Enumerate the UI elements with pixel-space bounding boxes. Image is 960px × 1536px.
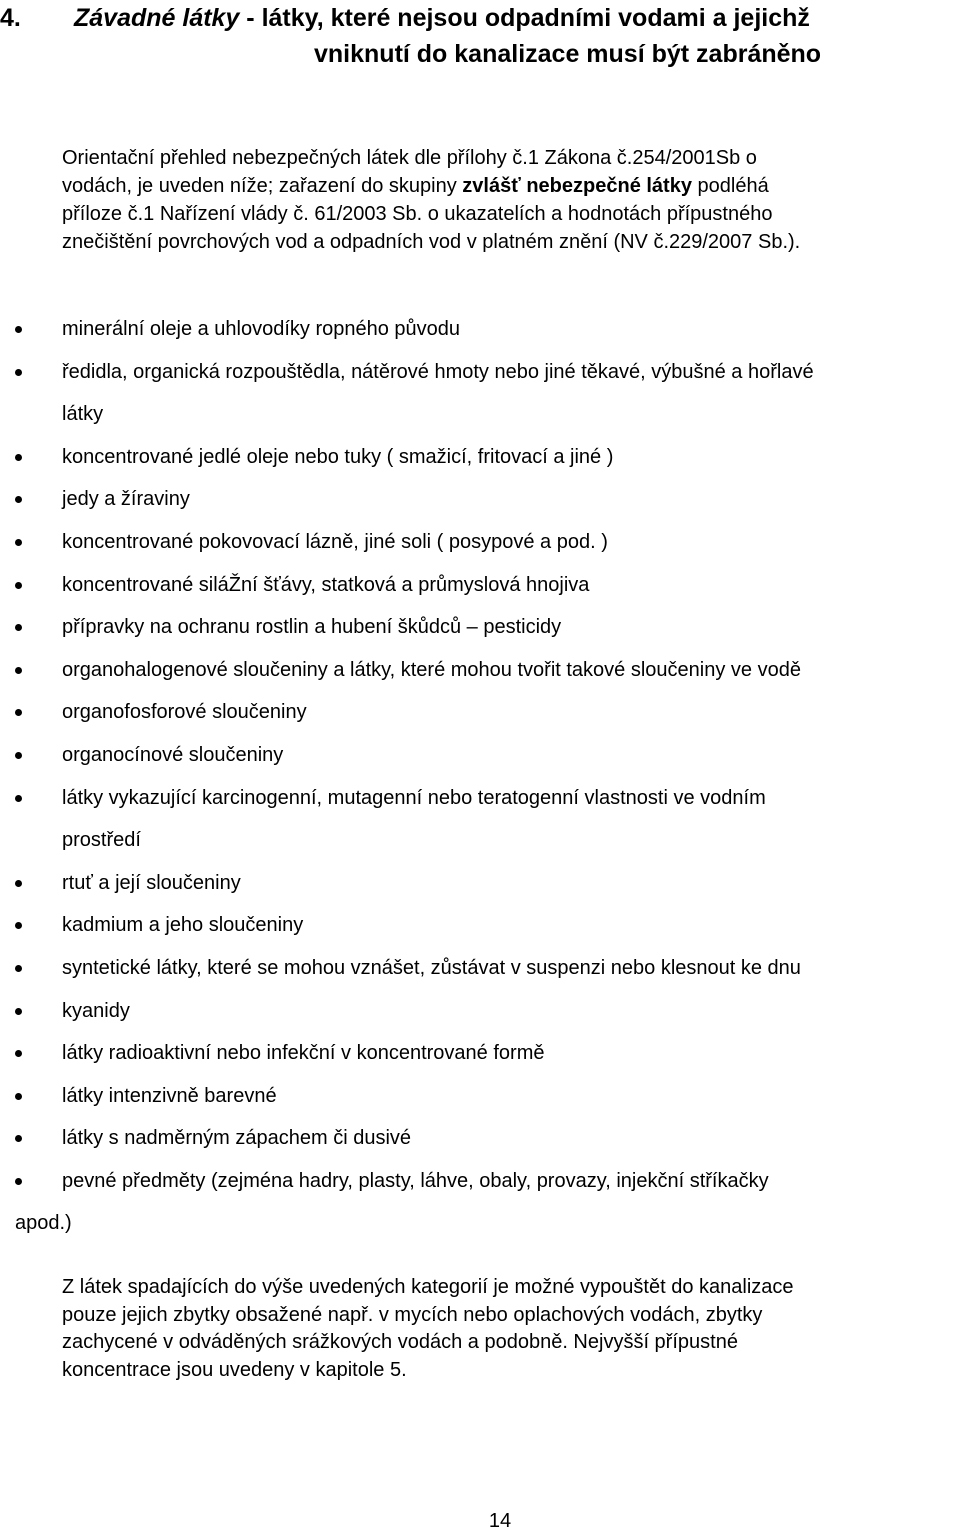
list-item [0,521,960,564]
list-item-text: koncentrované siláŽní šťávy, statková a průmyslová hnojiva [62,573,590,596]
closing-line: koncentrace jsou uvedeny v kapitole 5. [62,1358,407,1381]
substance-list [0,308,960,1245]
bullet-icon [15,624,22,631]
list-item-text: pevné předměty (zejména hadry, plasty, láhve, obaly, provazy, injekční stříkačky [62,1169,769,1192]
bullet-icon [15,965,22,972]
closing-line: pouze jejich zbytky obsažené např. v mycích nebo oplachových vodách, zbytky [62,1303,763,1326]
bullet-icon [15,709,22,716]
list-item-text: koncentrované pokovovací lázně, jiné soli ( posypové a pod. ) [62,530,608,553]
list-item-text: látky radioaktivní nebo infekční v koncentrované formě [62,1042,545,1065]
bullet-icon [15,582,22,589]
bullet-icon [15,667,22,674]
list-item-text: ředidla, organická rozpouštědla, nátěrové hmoty nebo jiné těkavé, výbušné a hořlavé [62,360,814,383]
list-item-text: organohalogenové sloučeniny a látky, které mohou tvořit takové sloučeniny ve vodě [62,658,801,681]
list-item [0,649,960,692]
bullet-icon [15,539,22,546]
list-item-text: koncentrované jedlé oleje nebo tuky ( smažicí, fritovací a jiné ) [62,445,614,468]
list-item [0,990,960,1033]
intro-line: Orientační přehled nebezpečných látek dle přílohy č.1 Zákona č.254/2001Sb o [62,147,757,169]
list-item-continuation: apod.) [15,1212,72,1235]
list-item-text: jedy a žíraviny [62,488,190,511]
bullet-icon [15,922,22,929]
list-item [0,1075,960,1118]
list-item-text: látky s nadměrným zápachem či dusivé [62,1127,412,1150]
list-item-text: organocínové sloučeniny [62,743,284,766]
list-item [0,478,960,521]
bullet-icon [15,326,22,333]
list-item [0,862,960,905]
bullet-icon [15,752,22,759]
intro-emphasis: zvlášť nebezpečné látky [462,175,692,197]
intro-line: příloze č.1 Nařízení vlády č. 61/2003 Sb. o ukazatelích a hodnotách přípustného [62,203,773,225]
section-title-term: Závadné látky [74,4,240,32]
list-item-continuation: látky [62,403,104,426]
bullet-icon [15,1178,22,1185]
section-title-line-1 [74,1,810,35]
list-item-text: látky intenzivně barevné [62,1084,277,1107]
list-item [0,1117,960,1160]
list-item-text: rtuť a její sloučeniny [62,871,241,894]
section-title-rest: - látky, které nejsou odpadními vodami a jejichž [239,4,810,32]
list-item [0,1160,960,1245]
list-item [0,564,960,607]
intro-text: vodách, je uveden níže; zařazení do skupiny [62,175,463,197]
list-item-text: syntetické látky, které se mohou vznášet, zůstávat v suspenzi nebo klesnout ke dnu [62,956,801,979]
list-item [0,308,960,351]
bullet-icon [15,1093,22,1100]
bullet-icon [15,1008,22,1015]
bullet-icon [15,795,22,802]
list-item [0,436,960,479]
section-number: 4. [0,4,21,32]
list-item-text: organofosforové sloučeniny [62,701,307,724]
list-item-text: přípravky na ochranu rostlin a hubení škůdců – pesticidy [62,616,562,639]
page-number: 14 [488,1510,512,1532]
list-item [0,351,960,436]
bullet-icon [15,880,22,887]
list-item-text: látky vykazující karcinogenní, mutagenní nebo teratogenní vlastnosti ve vodním [62,786,766,809]
list-item [0,606,960,649]
bullet-icon [15,496,22,503]
bullet-icon [15,1135,22,1142]
bullet-icon [15,454,22,461]
list-item-continuation: prostředí [62,829,141,852]
intro-paragraph [62,144,942,256]
list-item-text: kadmium a jeho sloučeniny [62,914,304,937]
closing-line: Z látek spadajících do výše uvedených kategorií je možné vypouštět do kanalizace [62,1276,794,1298]
list-item [0,1032,960,1075]
list-item-text: minerální oleje a uhlovodíky ropného původu [62,318,461,340]
list-item [0,777,960,862]
list-item [0,734,960,777]
bullet-icon [15,1050,22,1057]
intro-text: podléhá [691,175,769,197]
closing-paragraph [62,1274,942,1384]
bullet-icon [15,369,22,376]
section-title-line-2: vniknutí do kanalizace musí být zabráněno [314,40,822,68]
list-item-text: kyanidy [62,999,130,1022]
list-item [0,947,960,990]
list-item [0,691,960,734]
list-item [0,904,960,947]
closing-line: zachycené v odváděných srážkových vodách a podobně. Nejvyšší přípustné [62,1331,738,1353]
intro-line: znečištění povrchových vod a odpadních vod v platném znění (NV č.229/2007 Sb.). [62,231,801,253]
intro-line [62,172,942,200]
